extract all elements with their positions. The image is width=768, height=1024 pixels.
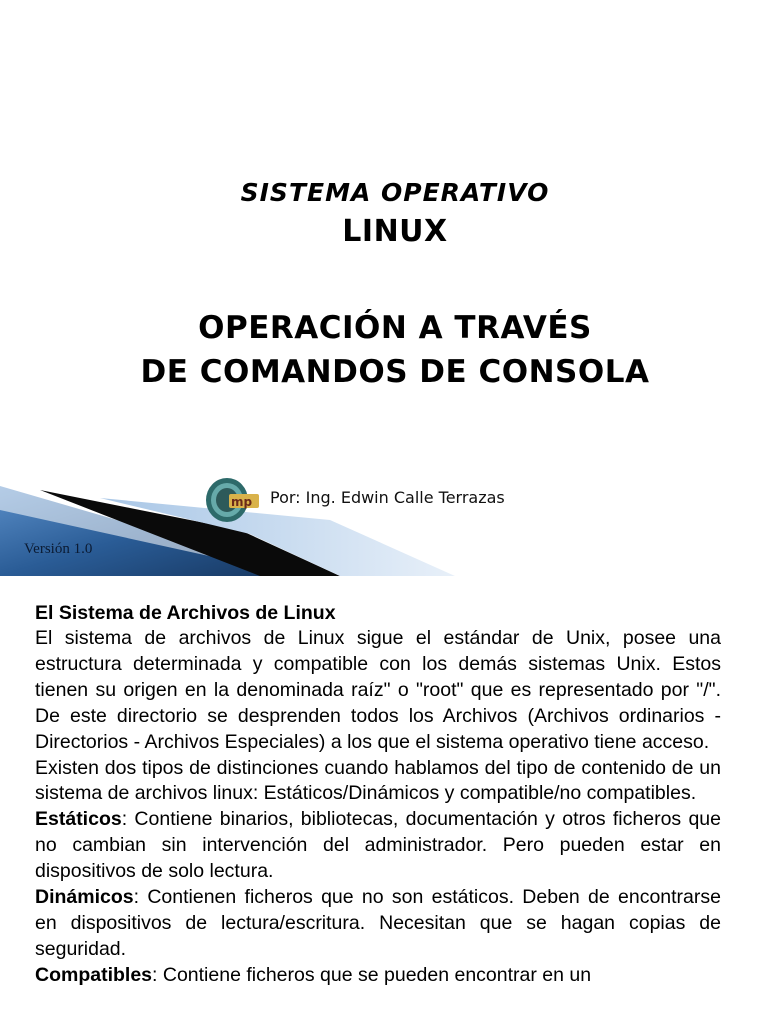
decorative-swoosh (0, 470, 768, 576)
author-logo-icon (203, 476, 263, 524)
term-description: : Contiene ficheros que se pueden encontrar en un (152, 963, 592, 986)
term-label: Dinámicos (35, 886, 134, 909)
term-label: Estáticos (35, 808, 122, 831)
slide-subtitle-line2: DE COMANDOS DE CONSOLA (140, 354, 650, 390)
section-heading: El Sistema de Archivos de Linux (35, 602, 336, 624)
list-item-dinamicos (35, 885, 721, 963)
term-label: Compatibles (35, 963, 153, 986)
version-label: Versión 1.0 (24, 541, 93, 557)
slide-title-line2: LINUX (342, 214, 448, 249)
list-item-compatibles (35, 963, 721, 989)
term-description: : Contienen ficheros que no son estáticos. Deben de encontrarse en dispositivos de lectura/escritura. Necesitan que se hagan copias de seguridad. (35, 886, 721, 960)
paragraph-types: Existen dos tipos de distinciones cuando hablamos del tipo de contenido de un sistema de archivos linux: Estáticos/Dinámicos y compatible/no compatibles. (35, 756, 721, 805)
paragraph-intro: El sistema de archivos de Linux sigue el estándar de Unix, posee una estructura determinada y compatible con los demás sistemas Unix. Estos tienen su origen en la denominada raíz" o "root" que es representado por "/". De este directorio se desprenden todos los Archivos (Archivos ordinarios - Directorios - Archivos Especiales) a los que el sistema operativo tiene acceso. (35, 627, 721, 753)
term-description: : Contiene binarios, bibliotecas, documentación y otros ficheros que no cambian sin intervención del administrador. Pero pueden estar en dispositivos de solo lectura. (35, 808, 721, 883)
svg-text:mp: mp (231, 495, 253, 509)
document-body (35, 600, 721, 989)
slide-subtitle-line1: OPERACIÓN A TRAVÉS (198, 310, 592, 346)
author-label: Por: Ing. Edwin Calle Terrazas (270, 488, 505, 507)
slide-title-line1: SISTEMA OPERATIVO (240, 178, 550, 207)
list-item-estaticos (35, 807, 721, 885)
